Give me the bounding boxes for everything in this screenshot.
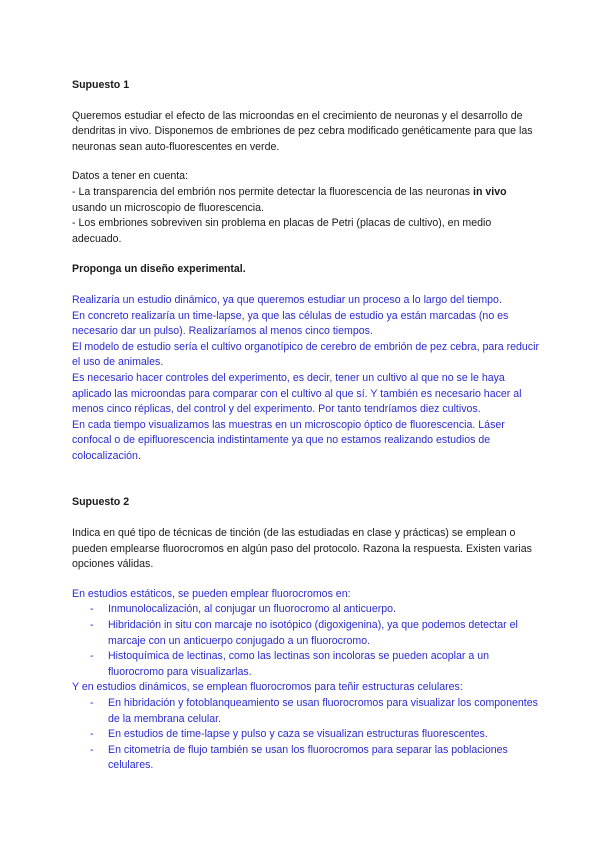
supuesto-1-intro: Queremos estudiar el efecto de las microondas en el crecimiento de neuronas y el desarrollo de dendritas in vivo. Disponemos de embriones de pez cebra modificado genéticamente para que las neuronas sean auto-fluorescentes en verde. (72, 109, 533, 153)
dynamic-list (72, 696, 540, 774)
supuesto-1-answer (72, 293, 540, 465)
answer-paragraph: Realizaría un estudio dinámico, ya que queremos estudiar un proceso a lo largo del tiempo. (72, 293, 502, 306)
data-line-2: - Los embriones sobreviven sin problema en placas de Petri (placas de cultivo), en medio adecuado. (72, 217, 492, 245)
answer-paragraph: El modelo de estudio sería el cultivo organotípico de cerebro de embrión de pez cebra, para reducir el uso de animales. (72, 340, 539, 369)
supuesto-2-title: Supuesto 2 (72, 496, 130, 509)
list-item: - En estudios de time-lapse y pulso y caza se visualizan estructuras fluorescentes. (90, 727, 540, 743)
list-item: - Histoquímica de lectinas, como las lectinas son incoloras se pueden acoplar a un fluorocromo para visualizarlas. (90, 649, 540, 680)
data-line-1-text-a: - La transparencia del embrión nos permite detectar la fluorescencia de las neuronas (72, 185, 474, 198)
answer-paragraph: En cada tiempo visualizamos las muestras en un microscopio óptico de fluorescencia. Láser confocal o de epifluorescencia indistintamente ya que no estamos realizando estudios de colocalización. (72, 418, 505, 462)
list-item: - En hibridación y fotoblanqueamiento se usan fluorocromos para visualizar los componentes de la membrana celular. (90, 696, 540, 727)
supuesto-1-question: Proponga un diseño experimental. (72, 263, 246, 276)
list-item: - Hibridación in situ con marcaje no isotópico (digoxigenina), ya que podemos detectar el marcaje con un anticuerpo conjugado a un fluorocromo. (90, 618, 540, 649)
static-list (72, 602, 540, 680)
data-heading: Datos a tener en cuenta: (72, 170, 189, 183)
supuesto-1-section (72, 78, 540, 464)
answer-paragraph: En concreto realizaría un time-lapse, ya que las células de estudio ya están marcadas (no es necesario dar un pulso). Realizaríamos al menos cinco tiempos. (72, 309, 509, 338)
data-line-1-bold: in vivo (473, 185, 507, 198)
list-item: - Inmunolocalización, al conjugar un fluorocromo al anticuerpo. (90, 602, 540, 618)
data-line-1-text-b: usando un microscopio de fluorescencia. (72, 201, 264, 214)
supuesto-2-answer (72, 587, 540, 774)
dynamic-intro: Y en estudios dinámicos, se emplean fluorocromos para teñir estructuras celulares: (72, 681, 463, 694)
data-line-1 (72, 185, 540, 216)
supuesto-1-title: Supuesto 1 (72, 79, 130, 91)
static-intro: En estudios estáticos, se pueden emplear fluorocromos en: (72, 587, 351, 600)
supuesto-2-question: Indica en qué tipo de técnicas de tinción (de las estudiadas en clase y prácticas) se emplean o pueden emplearse fluorocromos en algún paso del protocolo. Razona la respuesta. Existen varias opciones válidas. (72, 527, 532, 571)
answer-paragraph: Es necesario hacer controles del experimento, es decir, tener un cultivo al que no se le haya aplicado las microondas para comparar con el cultivo al que sí. Y también es necesario hacer al menos cinco réplicas, del control y del experimento. Por tanto tendríamos diez cultivos. (72, 371, 522, 416)
list-item: - En citometría de flujo también se usan los fluorocromos para separar las poblaciones celulares. (90, 743, 540, 774)
supuesto-2-section (72, 495, 540, 774)
